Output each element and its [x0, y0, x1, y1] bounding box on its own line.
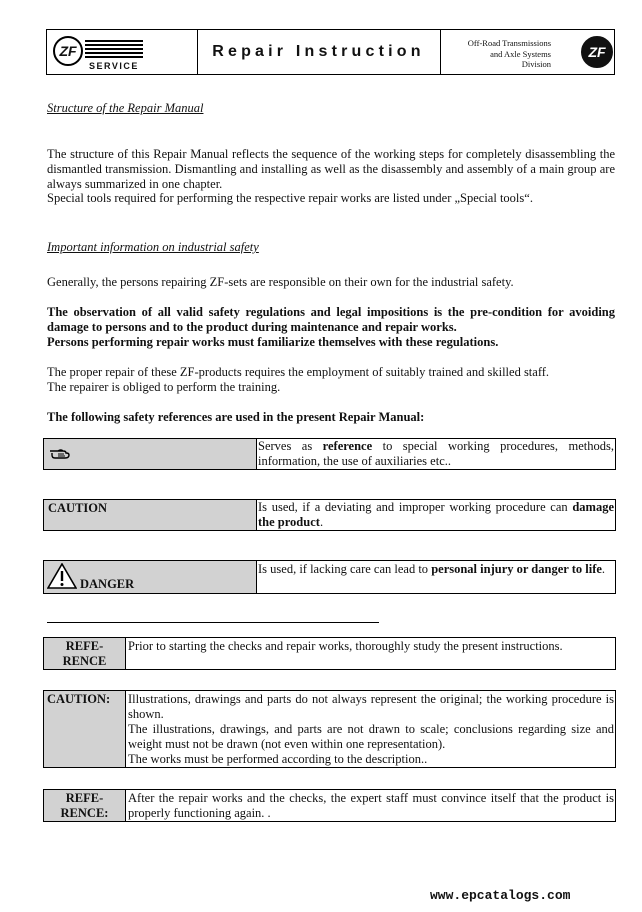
- zf-logo-icon: ZF: [53, 36, 83, 66]
- safety-heading: Important information on industrial safety: [47, 240, 259, 254]
- division-text: Off-Road Transmissions and Axle Systems Division: [467, 38, 551, 69]
- special-tools-paragraph: Special tools required for performing the respective repair works are listed under „Special tools“.: [47, 191, 533, 205]
- note-reference-final-label: REFE- RENCE:: [60, 791, 109, 820]
- caution-label: CAUTION: [48, 501, 108, 515]
- danger-label: DANGER: [80, 577, 135, 591]
- note-reference-final-label-cell: [44, 790, 126, 821]
- page-title: Repair Instruction: [212, 43, 425, 60]
- zf-logo-icon-right: ZF: [581, 36, 613, 68]
- structure-paragraph: The structure of this Repair Manual reflects the sequence of the working steps for completely disassembling the dismantled transmission. Dismantling and installing as well as the disassembly and assembly of a main group are always summarized in one chapter.: [47, 147, 615, 191]
- legend-caution-label-cell: [44, 500, 257, 530]
- note-reference-final-box: [43, 789, 616, 822]
- references-heading: The following safety references are used in the present Repair Manual:: [47, 410, 425, 424]
- proper-repair-text: The proper repair of these ZF-products requires the employment of suitably trained and skilled staff.: [47, 365, 550, 379]
- note-reference-box: [43, 637, 616, 670]
- warning-triangle-icon: [47, 563, 77, 589]
- page-header: [46, 29, 615, 75]
- note-reference-label-cell: [44, 638, 126, 669]
- legend-reference-text: Serves as reference to special working procedures, methods, information, the use of auxiliaries etc..: [258, 439, 614, 468]
- stripes-logo-icon: [85, 40, 143, 62]
- legend-caution-text: Is used, if a deviating and improper working procedure can damage the product.: [258, 500, 614, 529]
- footer-watermark: www.epcatalogs.com: [430, 888, 571, 903]
- legend-reference-label-cell: [44, 439, 257, 469]
- note-reference-final-text: After the repair works and the checks, the expert staff must convince itself that the product is properly functioning again. .: [128, 791, 614, 820]
- legend-caution-box: [43, 499, 616, 531]
- safety-bold-2: Persons performing repair works must familiarize themselves with these regulations.: [47, 335, 499, 349]
- divider-line: [47, 622, 379, 623]
- note-reference-text: Prior to starting the checks and repair works, thoroughly study the present instructions.: [128, 639, 563, 653]
- legend-reference-box: [43, 438, 616, 470]
- safety-intro: Generally, the persons repairing ZF-sets are responsible on their own for the industrial safety.: [47, 275, 514, 289]
- training-text: The repairer is obliged to perform the training.: [47, 380, 281, 394]
- division-cell: [440, 30, 615, 74]
- service-label: SERVICE: [89, 61, 139, 71]
- note-caution-box: [43, 690, 616, 768]
- safety-bold-1: The observation of all valid safety regulations and legal impositions is the pre-condition for avoiding damage to persons and to the product during maintenance and repair works.: [47, 305, 615, 334]
- legend-danger-label-cell: [44, 561, 257, 593]
- structure-heading: Structure of the Repair Manual: [47, 101, 204, 115]
- note-reference-label: REFE- RENCE: [62, 639, 107, 668]
- title-cell: [197, 30, 441, 74]
- zf-service-logo-cell: [47, 30, 198, 74]
- pointing-hand-icon: [49, 448, 71, 460]
- legend-danger-box: [43, 560, 616, 594]
- note-caution-label: CAUTION:: [47, 692, 111, 706]
- legend-danger-text: Is used, if lacking care can lead to personal injury or danger to life.: [258, 562, 606, 576]
- note-caution-text: Illustrations, drawings and parts do not always represent the original; the working procedure is shown. The illustrations, drawings, and parts are not drawn to scale; conclusions regarding size and weight must not be drawn (not even within one representation). The works must be performed according to the description..: [128, 692, 614, 766]
- note-caution-label-cell: [44, 691, 126, 767]
